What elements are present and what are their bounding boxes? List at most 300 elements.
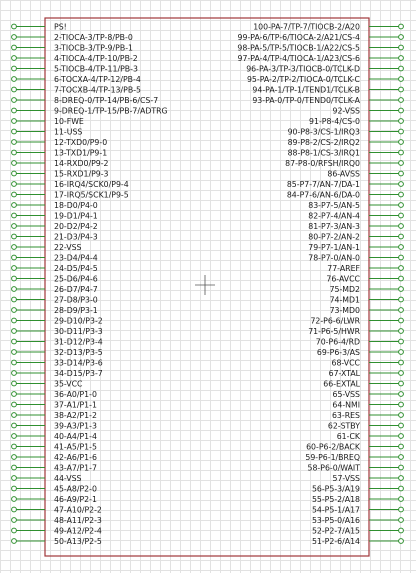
pin-terminal [12, 392, 17, 397]
pin-label: 12-TXD0/P9-0 [54, 137, 108, 147]
right-pin [309, 117, 403, 126]
pin-label: 71-P6-5/HWR [308, 326, 360, 336]
pin-terminal [399, 444, 404, 449]
pin-label: 89-P8-2/CS-2/IRQ2 [287, 137, 360, 147]
pin-terminal [12, 297, 17, 302]
pin-terminal [399, 297, 404, 302]
pin-label: 76-AVCC [326, 274, 360, 284]
pin-label: 56-P5-3/A19 [311, 484, 360, 494]
pin-terminal [12, 402, 17, 407]
pin-label: 79-P7-1/AN-1 [308, 242, 360, 252]
right-pin-column [237, 22, 403, 546]
pin-terminal [399, 98, 404, 103]
pin-terminal [12, 87, 17, 92]
pin-label: 43-A7/P1-7 [54, 463, 97, 473]
pin-terminal [12, 192, 17, 197]
pin-label: 29-D10/P3-2 [54, 316, 103, 326]
pin-terminal [12, 455, 17, 460]
pin-label: 35-VCC [54, 379, 83, 389]
left-pin [12, 85, 141, 94]
pin-terminal [399, 35, 404, 40]
pin-terminal [399, 465, 404, 470]
left-pin [12, 148, 108, 157]
pin-terminal [399, 528, 404, 533]
pin-terminal [12, 255, 17, 260]
left-pin [12, 96, 159, 105]
pin-terminal [399, 129, 404, 134]
pin-terminal [399, 255, 404, 260]
left-pin [12, 159, 109, 168]
pin-label: 3-TIOCB-3/TP-9/PB-1 [54, 43, 133, 53]
pin-terminal [12, 182, 17, 187]
pin-label: 86-AVSS [327, 169, 360, 179]
pin-label: 72-P6-6/LWR [310, 316, 360, 326]
right-pin [312, 537, 403, 546]
pin-label: 11-USS [54, 127, 83, 137]
pin-terminal [399, 287, 404, 292]
right-pin [285, 159, 403, 168]
pin-label: 88-P8-1/CS-3/IRQ1 [287, 148, 360, 158]
right-pin [238, 33, 404, 42]
left-pin [12, 474, 82, 483]
left-pin [12, 222, 98, 231]
pin-label: 18-D0/P4-0 [54, 200, 98, 210]
pin-terminal [12, 161, 17, 166]
pin-label: 50-A13/P2-5 [54, 536, 102, 546]
right-pin [247, 75, 403, 84]
right-pin [308, 211, 403, 220]
pin-terminal [399, 45, 404, 50]
pin-label: 27-D8/P3-0 [54, 295, 98, 305]
pin-terminal [12, 266, 17, 271]
right-pin [238, 54, 404, 63]
pin-terminal [399, 381, 404, 386]
pin-label: 90-P8-3/CS-1/IRQ3 [287, 127, 360, 137]
pin-terminal [399, 56, 404, 61]
right-pin [306, 442, 403, 451]
pin-label: 63-RES [331, 410, 360, 420]
pin-label: 67-XTAL [328, 368, 360, 378]
pin-terminal [12, 371, 17, 376]
pin-label: 95-PA-2/TP-2/TIOCA-0/TCLK-C [246, 74, 360, 84]
left-pin [12, 138, 108, 147]
pin-terminal [12, 203, 17, 208]
pin-terminal [12, 129, 17, 134]
pin-terminal [399, 371, 404, 376]
pin-terminal [12, 507, 17, 512]
left-pin [12, 180, 129, 189]
left-pin [12, 316, 103, 325]
pin-terminal [399, 360, 404, 365]
pin-terminal [399, 518, 404, 523]
crosshair-cursor [195, 275, 215, 295]
pin-label: 94-PA-1/TP-1/TEND1/TCLK-B [252, 85, 360, 95]
pin-label: 52-P2-7/A15 [311, 526, 360, 536]
pin-label: 84-P7-6/AN-6/DA-0 [286, 190, 360, 200]
pin-terminal [12, 224, 17, 229]
pin-terminal [399, 119, 404, 124]
right-pin [288, 148, 404, 157]
pin-terminal [399, 423, 404, 428]
right-pin [305, 453, 403, 462]
left-pin [12, 327, 103, 336]
right-pin [287, 180, 404, 189]
pin-terminal [399, 161, 404, 166]
pin-terminal [399, 455, 404, 460]
pin-label: 33-D14/P3-6 [54, 358, 103, 368]
pin-label: 23-D4/P4-4 [54, 253, 98, 263]
right-pin [308, 222, 403, 231]
pin-terminal [12, 56, 17, 61]
left-pin [12, 264, 98, 273]
pin-label: 55-P5-2/A18 [311, 494, 360, 504]
pin-terminal [12, 245, 17, 250]
pin-label: 25-D6/P4-6 [54, 274, 98, 284]
pin-terminal [399, 402, 404, 407]
right-pin [308, 327, 403, 336]
pin-label: 16-IRQ4/SCK0/P9-4 [54, 179, 129, 189]
left-pin [12, 505, 102, 514]
pin-label: 49-A12/P2-4 [54, 526, 102, 536]
left-pin [12, 400, 97, 409]
pin-label: 45-A8/P2-0 [54, 484, 97, 494]
right-pin [337, 432, 404, 441]
pin-terminal [12, 119, 17, 124]
pin-terminal [12, 465, 17, 470]
pin-label: 38-A2/P1-2 [54, 410, 97, 420]
pin-label: 31-D12/P3-4 [54, 337, 103, 347]
left-pin [12, 348, 103, 357]
right-pin [326, 274, 403, 283]
pin-terminal [399, 392, 404, 397]
right-pin [288, 127, 404, 136]
pin-label: 10-FWE [54, 116, 84, 126]
pin-terminal [399, 318, 404, 323]
pin-terminal [399, 476, 404, 481]
pin-terminal [12, 318, 17, 323]
pin-terminal [399, 308, 404, 313]
left-pin [12, 127, 83, 136]
pin-label: 53-P5-0/A16 [311, 515, 360, 525]
pin-label: 34-D15/P3-7 [54, 368, 103, 378]
right-pin [308, 243, 403, 252]
right-pin [308, 232, 403, 241]
right-pin [330, 285, 404, 294]
pin-terminal [399, 434, 404, 439]
pin-label: 74-MD1 [329, 295, 360, 305]
left-pin [12, 117, 84, 126]
right-pin [252, 96, 403, 105]
pin-terminal [399, 140, 404, 145]
left-pin [12, 369, 103, 378]
right-pin [312, 505, 403, 514]
pin-label: 48-A11/P2-3 [54, 515, 102, 525]
pin-label: 5-TIOCB-4/TP-11/PB-3 [54, 64, 138, 74]
pin-label: 85-P7-7/AN-7/DA-1 [286, 179, 360, 189]
pin-label: 51-P2-6/A14 [311, 536, 360, 546]
pin-label: 9-DREQ-1/TP-15/PB-7/ADTRG [54, 106, 168, 116]
left-pin [12, 495, 97, 504]
pin-label: 46-A9/P2-1 [54, 494, 97, 504]
pin-label: 64-NMI [332, 400, 360, 410]
right-pin [332, 474, 403, 483]
pin-terminal [12, 539, 17, 544]
pin-terminal [399, 276, 404, 281]
left-pin [12, 537, 102, 546]
pin-terminal [12, 45, 17, 50]
left-pin [12, 306, 98, 315]
right-pin [330, 295, 404, 304]
pin-label: 2-TIOCA-3/TP-8/PB-0 [54, 32, 133, 42]
pin-label: 41-A5/P1-5 [54, 442, 97, 452]
pin-label: 4-TIOCA-4/TP-10/PB-2 [54, 53, 138, 63]
right-pin [288, 138, 404, 147]
pin-terminal [12, 108, 17, 113]
pin-label: 13-TXD1/P9-1 [54, 148, 108, 158]
right-pin [252, 85, 403, 94]
pin-terminal [399, 329, 404, 334]
pin-label: 15-RXD1/P9-3 [54, 169, 109, 179]
right-pin [316, 337, 404, 346]
pin-label: 100-PA-7/TP-7/TIOCB-2/A20 [253, 22, 360, 32]
pin-terminal [399, 339, 404, 344]
pin-terminal [12, 276, 17, 281]
pin-terminal [399, 245, 404, 250]
pin-terminal [12, 66, 17, 71]
pin-label: 91-P8-4/CS-0 [309, 116, 360, 126]
pin-label: 20-D2/P4-2 [54, 221, 98, 231]
left-pin [12, 442, 97, 451]
left-pin [12, 201, 98, 210]
left-pin [12, 43, 133, 52]
right-pin [332, 390, 403, 399]
pin-terminal [399, 87, 404, 92]
left-pin [12, 484, 97, 493]
pin-label: 83-P7-5/AN-5 [308, 200, 360, 210]
left-pin [12, 75, 141, 84]
pin-terminal [12, 413, 17, 418]
pin-terminal [399, 507, 404, 512]
right-pin [253, 22, 403, 31]
right-pin [287, 190, 404, 199]
pin-label: 47-A10/P2-2 [54, 505, 102, 515]
left-pin [12, 232, 98, 241]
pin-terminal [12, 213, 17, 218]
left-pin [12, 211, 98, 220]
right-pin [327, 169, 403, 178]
pin-label: 60-P6-2/BACK [306, 442, 360, 452]
pin-terminal [399, 77, 404, 82]
pin-label: 81-P7-3/AN-3 [308, 221, 360, 231]
pin-label: 82-P7-4/AN-4 [308, 211, 360, 221]
pin-label: 62-STBY [327, 421, 360, 431]
left-pin [12, 411, 97, 420]
pin-label: 17-IRQ5/SCK1/P9-5 [54, 190, 129, 200]
pin-terminal [399, 266, 404, 271]
pin-label: 69-P6-3/AS [316, 347, 360, 357]
pin-label: 7-TOCXB-4/TP-13/PB-5 [54, 85, 141, 95]
pin-terminal [399, 203, 404, 208]
pin-terminal [12, 486, 17, 491]
pin-label: 93-PA-0/TP-0/TEND0/TCLK-A [252, 95, 360, 105]
right-pin [317, 348, 403, 357]
left-pin [12, 358, 103, 367]
left-pin [12, 169, 109, 178]
left-pin [12, 253, 98, 262]
pin-label: 54-P5-1/A17 [311, 505, 360, 515]
left-pin [12, 453, 97, 462]
right-pin [330, 306, 404, 315]
right-pin [308, 253, 403, 262]
pin-terminal [12, 434, 17, 439]
pin-terminal [399, 192, 404, 197]
pin-label: 78-P7-0/AN-0 [308, 253, 360, 263]
pin-terminal [399, 66, 404, 71]
left-pin [12, 285, 98, 294]
pin-terminal [12, 497, 17, 502]
pin-terminal [12, 518, 17, 523]
pin-label: 30-D11/P3-3 [54, 326, 103, 336]
pin-terminal [12, 528, 17, 533]
pin-label: 65-VSS [332, 389, 360, 399]
pin-terminal [12, 234, 17, 239]
left-pin [12, 54, 138, 63]
pin-label: 87-P8-0/RFSH/IRQ0 [285, 158, 360, 168]
pin-label: 77-AREF [327, 263, 360, 273]
pin-label: PS! [54, 22, 67, 32]
pin-terminal [399, 224, 404, 229]
pin-label: 75-MD2 [329, 284, 360, 294]
pin-terminal [12, 308, 17, 313]
left-pin [12, 516, 102, 525]
right-pin [329, 369, 404, 378]
pin-label: 59-P6-1/BREQ [305, 452, 360, 462]
right-pin [327, 264, 403, 273]
pin-label: 8-DREQ-0/TP-14/PB-6/CS-7 [54, 95, 159, 105]
pin-label: 28-D9/P3-1 [54, 305, 98, 315]
pin-terminal [12, 339, 17, 344]
right-pin [308, 201, 403, 210]
right-pin [308, 463, 404, 472]
left-pin [12, 190, 129, 199]
pin-terminal [12, 423, 17, 428]
left-pin [12, 243, 82, 252]
pin-terminal [12, 24, 17, 29]
pin-terminal [399, 171, 404, 176]
right-pin [323, 379, 403, 388]
left-pin [12, 22, 67, 31]
pin-label: 32-D13/P3-5 [54, 347, 103, 357]
pin-label: 26-D7/P4-7 [54, 284, 98, 294]
pin-label: 6-TOCXA-4/TP-12/PB-4 [54, 74, 141, 84]
right-pin [237, 43, 403, 52]
pin-terminal [12, 77, 17, 82]
pin-label: 14-RXD0/P9-2 [54, 158, 109, 168]
pin-terminal [12, 35, 17, 40]
pin-terminal [12, 329, 17, 334]
right-pin [332, 411, 403, 420]
pin-label: 19-D1/P4-1 [54, 211, 98, 221]
left-pin-column [12, 22, 168, 546]
pin-terminal [399, 413, 404, 418]
pin-label: 99-PA-6/TP-6/TIOCA-2/A21/CS-4 [237, 32, 360, 42]
pin-label: 96-PA-3/TP-3/TIOCB-0/TCLK-D [246, 64, 360, 74]
pin-label: 98-PA-5/TP-5/TIOCB-1/A22/CS-5 [237, 43, 360, 53]
pin-terminal [12, 444, 17, 449]
pin-terminal [399, 539, 404, 544]
right-pin [332, 106, 403, 115]
right-pin [332, 400, 403, 409]
pin-terminal [12, 171, 17, 176]
pin-terminal [399, 182, 404, 187]
pin-label: 37-A1/P1-1 [54, 400, 97, 410]
pin-terminal [399, 497, 404, 502]
pin-label: 92-VSS [332, 106, 360, 116]
left-pin [12, 526, 102, 535]
pin-label: 22-VSS [54, 242, 82, 252]
pin-label: 61-CK [336, 431, 360, 441]
pin-terminal [12, 360, 17, 365]
pin-label: 40-A4/P1-4 [54, 431, 97, 441]
pin-label: 39-A3/P1-3 [54, 421, 97, 431]
pin-label: 44-VSS [54, 473, 82, 483]
left-pin [12, 64, 138, 73]
pin-terminal [12, 287, 17, 292]
pin-label: 21-D3/P4-3 [54, 232, 98, 242]
right-pin [312, 484, 403, 493]
pin-terminal [399, 234, 404, 239]
pin-terminal [12, 98, 17, 103]
right-pin [312, 526, 403, 535]
pin-label: 66-EXTAL [323, 379, 360, 389]
left-pin [12, 274, 98, 283]
right-pin [312, 495, 403, 504]
pin-terminal [12, 150, 17, 155]
left-pin [12, 295, 98, 304]
pin-label: 57-VSS [332, 473, 360, 483]
right-pin [310, 316, 403, 325]
right-pin [332, 358, 404, 367]
pin-terminal [12, 350, 17, 355]
pin-terminal [12, 381, 17, 386]
pin-terminal [399, 24, 404, 29]
pin-label: 68-VCC [331, 358, 360, 368]
pin-terminal [12, 140, 17, 145]
pin-terminal [399, 350, 404, 355]
pin-terminal [399, 108, 404, 113]
pin-terminal [399, 150, 404, 155]
pin-label: 42-A6/P1-6 [54, 452, 97, 462]
left-pin [12, 106, 168, 115]
left-pin [12, 390, 97, 399]
pin-terminal [399, 213, 404, 218]
pin-label: 70-P6-4/RD [315, 337, 360, 347]
right-pin [246, 64, 403, 73]
right-pin [328, 421, 404, 430]
pin-label: 73-MD0 [329, 305, 360, 315]
left-pin [12, 421, 97, 430]
pin-terminal [12, 476, 17, 481]
pin-terminal [399, 486, 404, 491]
pin-label: 58-P6-0/WAIT [307, 463, 360, 473]
left-pin [12, 379, 83, 388]
left-pin [12, 432, 97, 441]
left-pin [12, 33, 133, 42]
pin-label: 97-PA-4/TP-4/TIOCA-1/A23/CS-6 [237, 53, 360, 63]
pin-label: 80-P7-2/AN-2 [308, 232, 360, 242]
left-pin [12, 337, 103, 346]
left-pin [12, 463, 97, 472]
